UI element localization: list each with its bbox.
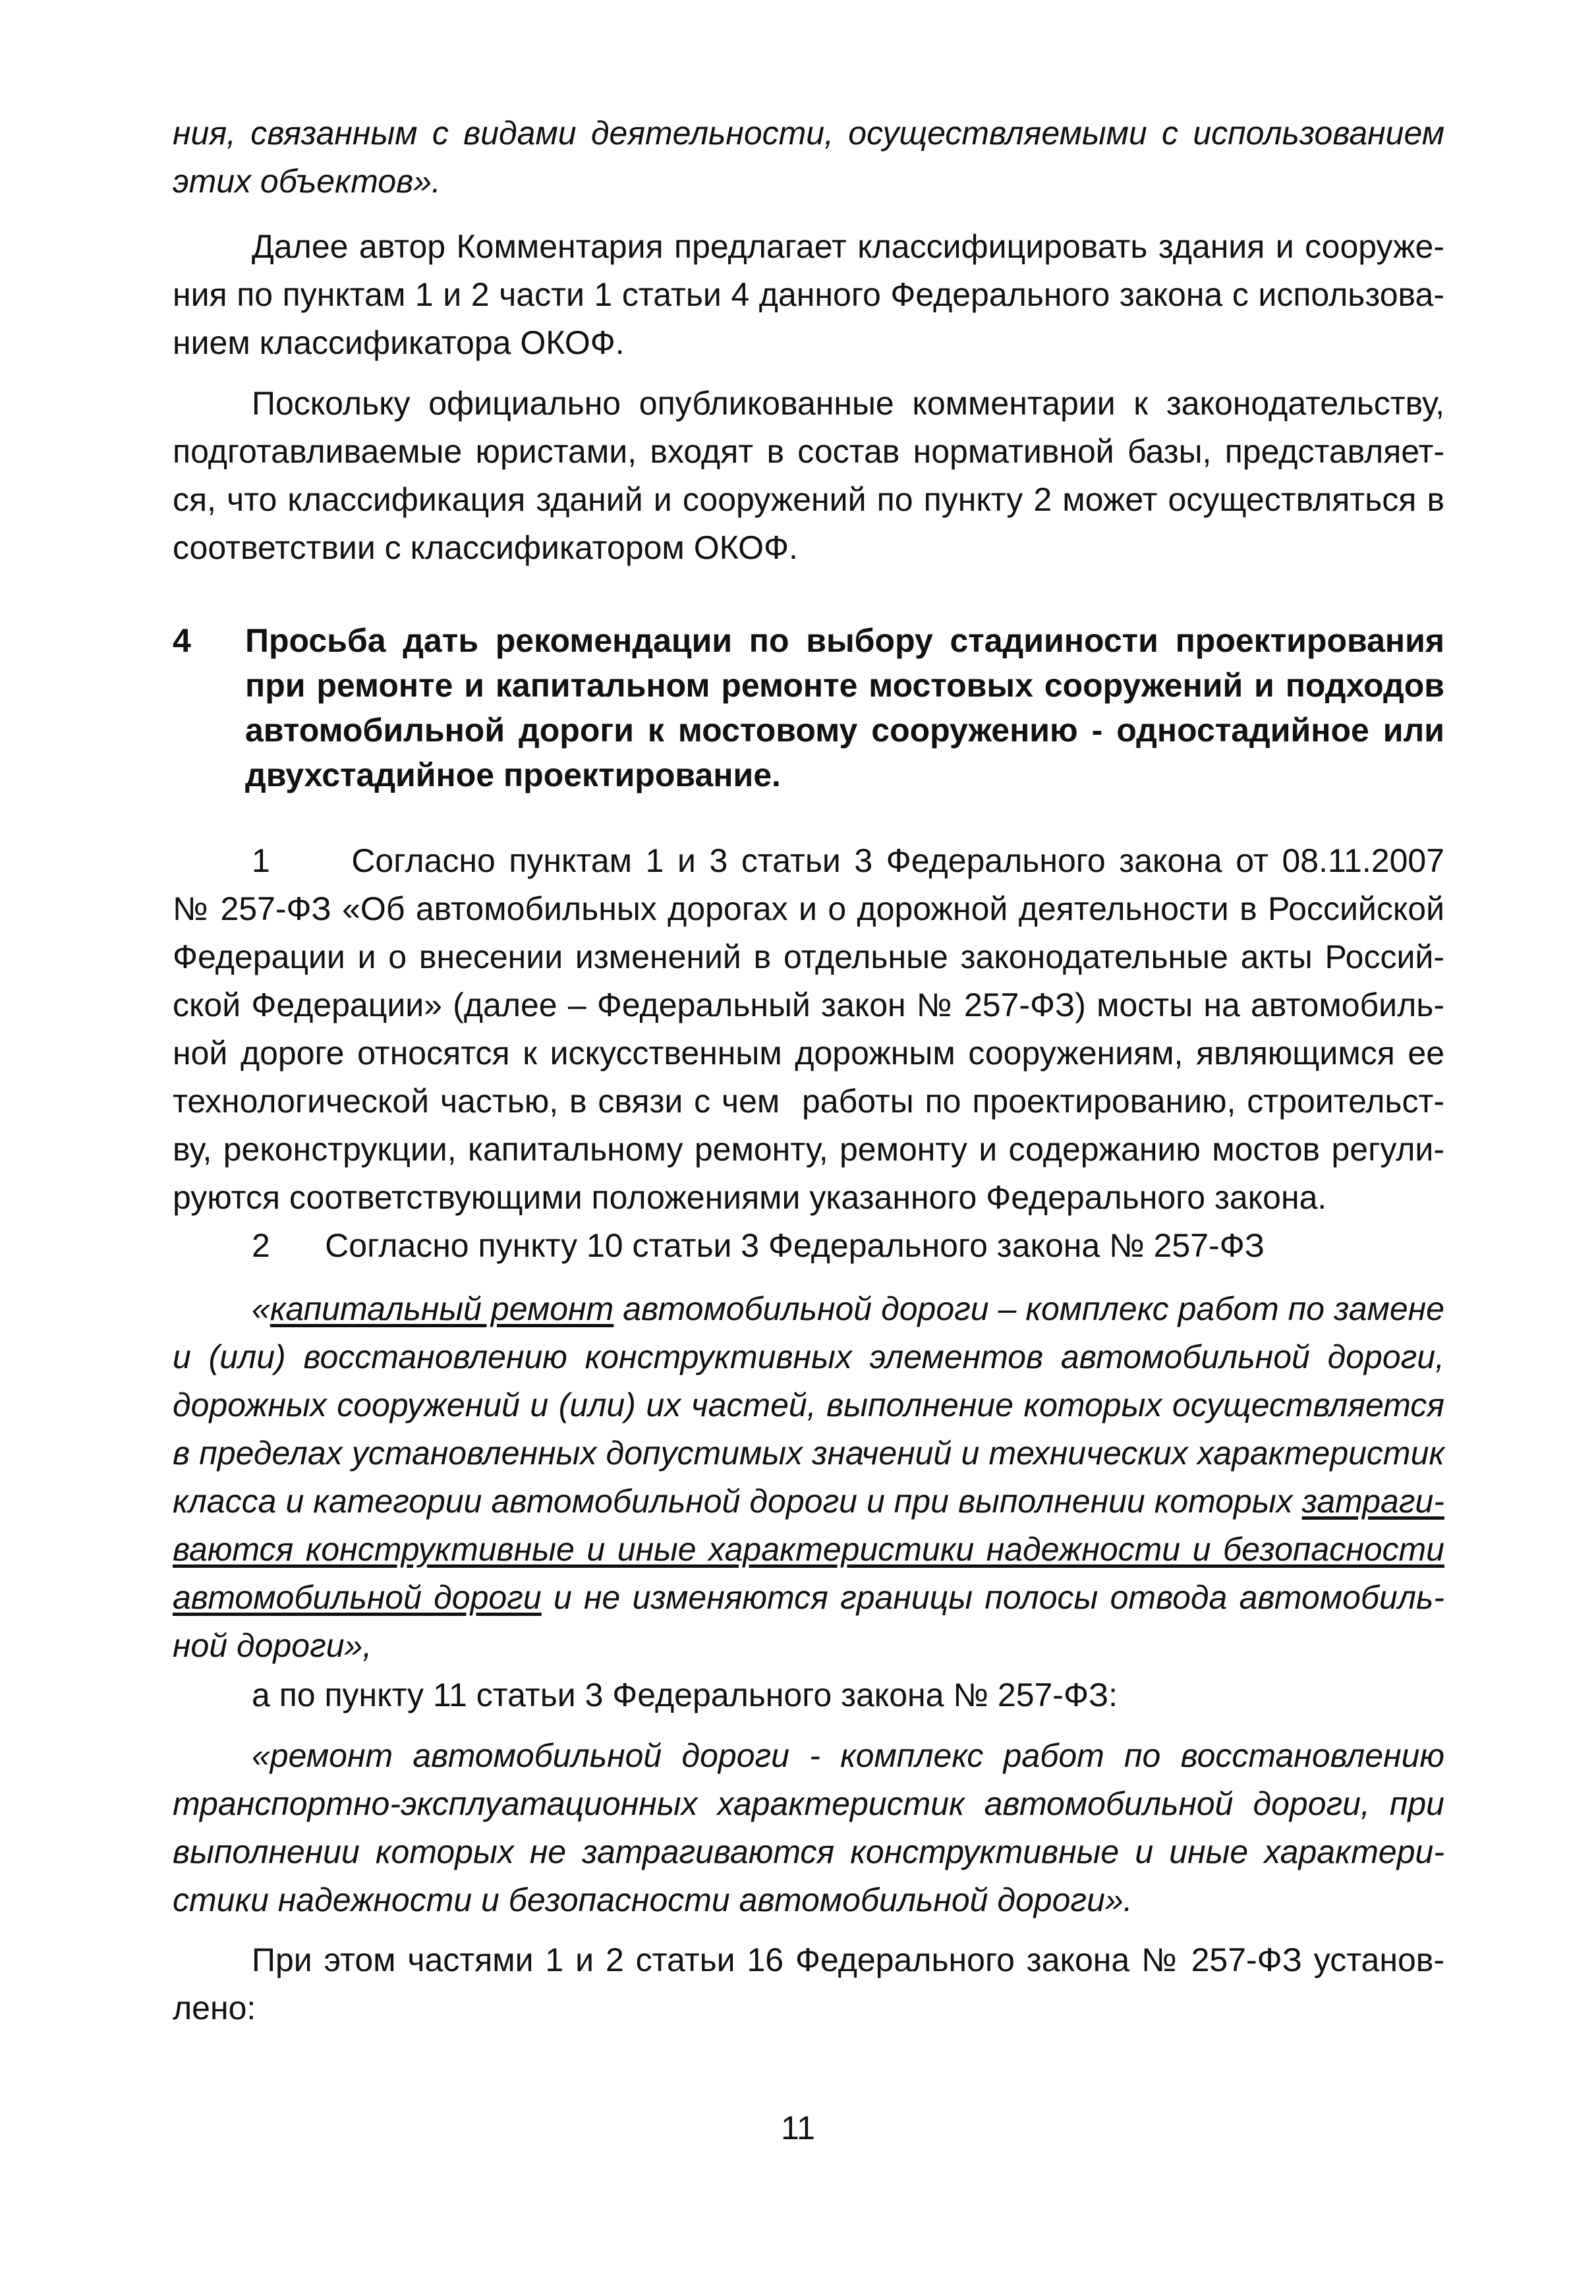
quote-repair xyxy=(173,1732,1444,1924)
text-line: транспортно-эксплуатационных характеристик автомобильной дороги, при xyxy=(173,1785,1444,1822)
text-line: Далее автор Комментария предлагает классифицировать здания и сооруже- xyxy=(252,228,1444,265)
text-line: При этом частями 1 и 2 статьи 16 Федерального закона № 257-ФЗ установ- xyxy=(252,1941,1444,1978)
text-line: Федерации и о внесении изменений в отдельные законодательные акты Россий- xyxy=(173,938,1444,975)
text-line: «ремонт автомобильной дороги - комплекс работ по восстановлению xyxy=(252,1737,1444,1774)
text-line: стики надежности и безопасности автомобильной дороги». xyxy=(173,1881,1133,1918)
text-line: технологической частью, в связи с чем работы по проектированию, строительст- xyxy=(173,1083,1444,1120)
text-line: дорожных сооружений и (или) их частей, выполнение которых осуществляется xyxy=(173,1387,1444,1423)
text-fragment: класса и категории автомобильной дороги и при выполнении которых xyxy=(173,1483,1293,1520)
text-line: а по пункту 11 статьи 3 Федерального закона № 257-ФЗ: xyxy=(252,1677,1118,1713)
text-fragment: автомобильной дороги – комплекс работ по замене xyxy=(623,1290,1444,1327)
paragraph-continuation xyxy=(173,109,1444,206)
text-line: ной дороги», xyxy=(173,1627,372,1664)
text-line: двухстадийное проектирование. xyxy=(245,757,781,793)
text-line: Поскольку официально опубликованные комментарии к законодательству, xyxy=(252,385,1444,422)
intro-point-11 xyxy=(173,1671,1444,1719)
text-line: ской Федерации» (далее – Федеральный закон № 257-ФЗ) мосты на автомобиль- xyxy=(173,987,1444,1023)
text-line: соответствии с классификатором ОКОФ. xyxy=(173,529,798,566)
question-number: 4 xyxy=(173,622,191,659)
paragraph-classification xyxy=(173,223,1444,367)
underlined-line: ваются конструктивные и иные характеристики надежности и безопасности xyxy=(173,1531,1444,1568)
underlined-fragment: автомобильной дороги xyxy=(173,1579,542,1616)
text-line: 1 Согласно пунктам 1 и 3 статьи 3 Федерального закона от 08.11.2007 xyxy=(252,842,1444,879)
text-line: при ремонте и капитальном ремонте мостовых сооружений и подходов xyxy=(245,667,1444,704)
text-line: «капитальный ремонт автомобильной дороги – комплекс работ по замене xyxy=(252,1290,1444,1327)
text-line: 2 Согласно пункту 10 статьи 3 Федерального закона № 257-ФЗ xyxy=(252,1227,1265,1264)
text-line: руются соответствующими положениями указанного Федерального закона. xyxy=(173,1179,1327,1216)
answer-point-1 xyxy=(173,837,1444,1222)
text-line: этих объектов». xyxy=(173,163,441,200)
text-line xyxy=(173,1574,1444,1622)
text-line: ния по пунктам 1 и 2 части 1 статьи 4 данного Федерального закона с использова- xyxy=(173,276,1444,313)
text-line xyxy=(173,1478,1444,1526)
text-line: нием классификатора ОКОФ. xyxy=(173,324,625,361)
text-line: ся, что классификация зданий и сооружений по пункту 2 может осуществляться в xyxy=(173,481,1444,518)
text-line: и (или) восстановлению конструктивных элементов автомобильной дороги, xyxy=(173,1338,1444,1375)
paragraph-commentary xyxy=(173,380,1444,572)
text-line: в пределах установленных допустимых значений и технических характеристик xyxy=(173,1435,1444,1472)
text-line: подготавливаемые юристами, входят в состав нормативной базы, представляет- xyxy=(173,433,1444,470)
text-line: ву, реконструкции, капитальному ремонту, ремонту и содержанию мостов регули- xyxy=(173,1131,1444,1168)
paragraph-final xyxy=(173,1936,1444,2032)
text-line: ной дороге относятся к искусственным дорожным сооружениям, являющимся ее xyxy=(173,1035,1444,1072)
text-line: № 257-ФЗ «Об автомобильных дорогах и о дорожной деятельности в Российской xyxy=(173,890,1444,927)
question-text xyxy=(245,618,1444,797)
text-line: автомобильной дороги к мостовому сооружению - одностадийное или xyxy=(245,712,1444,749)
answer-point-2 xyxy=(173,1222,1444,1270)
page-number: 11 xyxy=(781,2109,815,2146)
quote-capital-repair xyxy=(173,1285,1444,1670)
text-line: ния, связанным с видами деятельности, осуществляемыми с использованием xyxy=(173,115,1444,152)
text-fragment: и не изменяются границы полосы отвода автомобиль- xyxy=(541,1579,1444,1616)
text-line: Просьба дать рекомендации по выбору стадииности проектирования xyxy=(245,622,1444,659)
text-line: лено: xyxy=(173,1990,256,2026)
underlined-term: капитальный ремонт xyxy=(270,1290,614,1327)
text-line: выполнении которых не затрагиваются конструктивные и иные характери- xyxy=(173,1833,1444,1870)
underlined-fragment: затраги- xyxy=(1301,1483,1444,1520)
